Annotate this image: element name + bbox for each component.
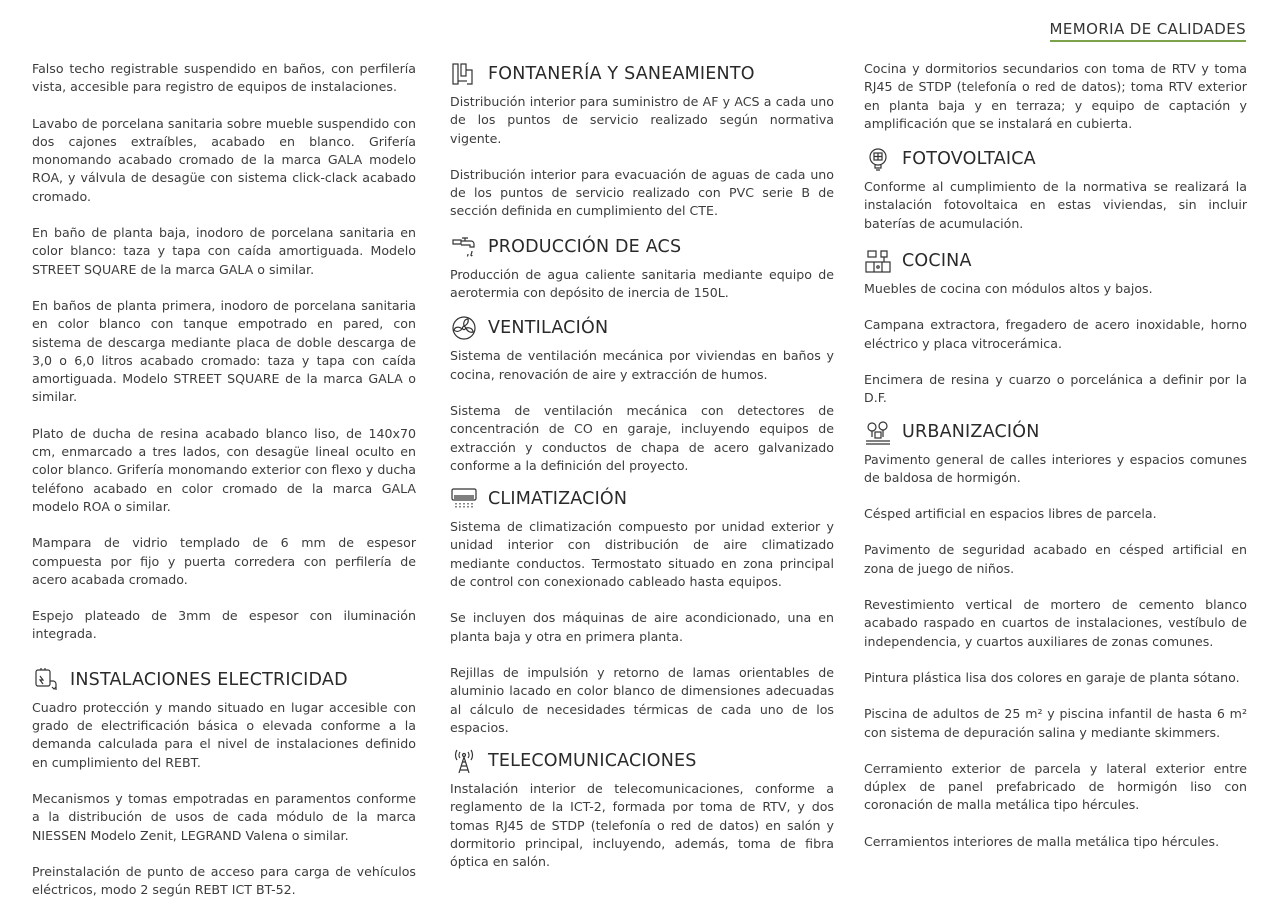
paragraph: Distribución interior para suministro de AF y ACS a cada uno de los puntos de servicio realizado según normativa vigente.: [450, 94, 834, 146]
section-title: VENTILACIÓN: [488, 318, 609, 339]
column-right: [864, 60, 1247, 869]
paragraph: Espejo plateado de 3mm de espesor con iluminación integrada.: [32, 608, 416, 642]
section-heading-acs: [450, 233, 834, 261]
section-heading-fotovoltaica: [864, 145, 1247, 173]
paragraph: En baño de planta baja, inodoro de porcelana sanitaria en color blanco: taza y tapa con caída amortiguada. Modelo STREET SQUARE de la marca GALA o similar.: [32, 225, 416, 277]
paragraph: Pavimento de seguridad acabado en césped artificial en zona de juego de niños.: [864, 542, 1247, 576]
section-title: TELECOMUNICACIONES: [488, 751, 697, 772]
kitchen-icon: [864, 247, 892, 275]
section-title: CLIMATIZACIÓN: [488, 489, 628, 510]
paragraph: Producción de agua caliente sanitaria mediante equipo de aerotermia con depósito de inercia de 150L.: [450, 266, 834, 301]
paragraph: Lavabo de porcelana sanitaria sobre mueble suspendido con dos cajones extraíbles, acabado en blanco. Grifería monomando acabado cromado de la marca GALA modelo ROA, y válvula de desagüe con sistema click-clack acabado cromado.: [32, 115, 416, 204]
air-conditioner-icon: [450, 485, 478, 513]
paragraph: Falso techo registrable suspendido en baños, con perfilería vista, accesible para registro de equipos de instalaciones.: [32, 61, 416, 95]
paragraph: Revestimiento vertical de mortero de cemento blanco acabado raspado en cuartos de instalaciones, vestíbulo de independencia, y cuartos auxiliares de zonas comunes.: [864, 597, 1247, 649]
section-heading-urbanizacion: [864, 418, 1247, 446]
urbanization-icon: [864, 418, 892, 446]
paragraph: Cuadro protección y mando situado en lugar accesible con grado de electrificación básica o elevada conforme a la demanda calculada para el nivel de instalaciones definido en cumplimiento del REBT.: [32, 699, 416, 770]
paragraph: Se incluyen dos máquinas de aire acondicionado, una en planta baja y otra en primera planta.: [450, 610, 834, 644]
paragraph: En baños de planta primera, inodoro de porcelana sanitaria en color blanco con tanque empotrado en pared, con sistema de descarga mediante placa de doble descarga de 3,0 o 6,0 litros acabado cromado: taza y tapa con caída amortiguada. Modelo STREET SQUARE de la marca GALA o similar.: [32, 297, 416, 405]
paragraph: Pintura plástica lisa dos colores en garaje de planta sótano.: [864, 669, 1240, 685]
column-left: [32, 60, 416, 917]
plumbing-pipe-icon: [450, 60, 478, 88]
paragraph: Rejillas de impulsión y retorno de lamas orientables de aluminio lacado en color blanco de dimensiones adecuadas al cálculo de necesidades térmicas de cada uno de los espacios.: [450, 664, 834, 735]
document-title: MEMORIA DE CALIDADES: [1050, 20, 1246, 42]
paragraph: Muebles de cocina con módulos altos y bajos.: [864, 281, 1153, 297]
water-tap-icon: [450, 233, 478, 261]
antenna-tower-icon: [450, 747, 478, 775]
paragraph: Sistema de ventilación mecánica con detectores de concentración de CO en garaje, incluyendo equipos de extracción y conductos de chapa de acero galvanizado conforme a la definición del proyecto.: [450, 402, 834, 473]
section-title: FONTANERÍA Y SANEAMIENTO: [488, 64, 755, 84]
paragraph: Cerramiento exterior de parcela y lateral exterior entre dúplex de panel prefabricado de hormigón liso con coronación de malla metálica tipo hércules.: [864, 760, 1247, 813]
paragraph: Cerramientos interiores de malla metálica tipo hércules.: [864, 833, 1220, 849]
paragraph: Sistema de ventilación mecánica por viviendas en baños y cocina, renovación de aire y extracción de humos.: [450, 348, 834, 382]
fan-icon: [450, 314, 478, 342]
paragraph: Pavimento general de calles interiores y espacios comunes de baldosa de hormigón.: [864, 451, 1247, 485]
paragraph: Sistema de climatización compuesto por unidad exterior y unidad interior con distribución de aire climatizado mediante conductos. Termostato situado en zona principal de control con conexionado cableado hasta equipos.: [450, 519, 834, 590]
section-title: COCINA: [902, 251, 972, 272]
section-heading-fontaneria: [450, 60, 834, 88]
section-heading-telecom: [450, 747, 834, 775]
paragraph: Encimera de resina y cuarzo o porcelánica a definir por la D.F.: [864, 371, 1247, 406]
paragraph: Mecanismos y tomas empotradas en paramentos conforme a la distribución de usos de cada módulo de la marca NIESSEN Modelo Zenit, LEGRAND Valena o similar.: [32, 790, 416, 843]
section-heading-climatizacion: [450, 485, 834, 513]
section-title: FOTOVOLTAICA: [902, 149, 1036, 170]
section-heading-cocina: [864, 247, 1247, 275]
section-title: INSTALACIONES ELECTRICIDAD: [70, 669, 348, 690]
electric-plug-icon: [32, 666, 60, 694]
section-title: URBANIZACIÓN: [902, 421, 1040, 442]
paragraph: Distribución interior para evacuación de aguas de cada uno de los puntos de servicio realizado con PVC serie B de sección definida en cumplimiento del CTE.: [450, 166, 834, 219]
column-middle: [450, 60, 834, 890]
section-title: PRODUCCIÓN DE ACS: [488, 236, 682, 257]
paragraph: Mampara de vidrio templado de 6 mm de espesor compuesta por fijo y puerta corredera con perfilería de acero acabada cromado.: [32, 535, 416, 587]
paragraph: Conforme al cumplimiento de la normativa se realizará la instalación fotovoltaica en estas viviendas, sin incluir baterías de acumulación.: [864, 179, 1247, 231]
paragraph: Instalación interior de telecomunicaciones, conforme a reglamento de la ICT-2, formada por toma de RTV, y dos tomas RJ45 de STDP (telefonía o red de datos) en salón y dormitorio principal, incluyendo, además, toma de fibra óptica en salón.: [450, 781, 834, 870]
section-heading-electricidad: [32, 666, 416, 694]
solar-bulb-icon: [864, 145, 892, 173]
paragraph: Preinstalación de punto de acceso para carga de vehículos eléctricos, modo 2 según REBT ICT BT-52.: [32, 863, 416, 898]
paragraph: Plato de ducha de resina acabado blanco liso, de 140x70 cm, enmarcado a tres lados, con desagüe lineal oculto en color blanco. Grifería monomando exterior con flexo y ducha teléfono acabado en color cromado de la marca GALA modelo ROA o similar.: [32, 425, 416, 514]
paragraph: Campana extractora, fregadero de acero inoxidable, horno eléctrico y placa vitrocerámica.: [864, 317, 1247, 351]
section-heading-ventilacion: [450, 314, 834, 342]
paragraph: Césped artificial en espacios libres de parcela.: [864, 506, 1157, 522]
paragraph: Piscina de adultos de 25 m² y piscina infantil de hasta 6 m² con sistema de depuración salina y mediante skimmers.: [864, 706, 1247, 740]
paragraph: Cocina y dormitorios secundarios con toma de RTV y toma RJ45 de STDP (telefonía o red de datos); toma RTV exterior en planta baja y en terraza; y equipo de captación y amplificación que se instalará en cubierta.: [864, 61, 1247, 131]
